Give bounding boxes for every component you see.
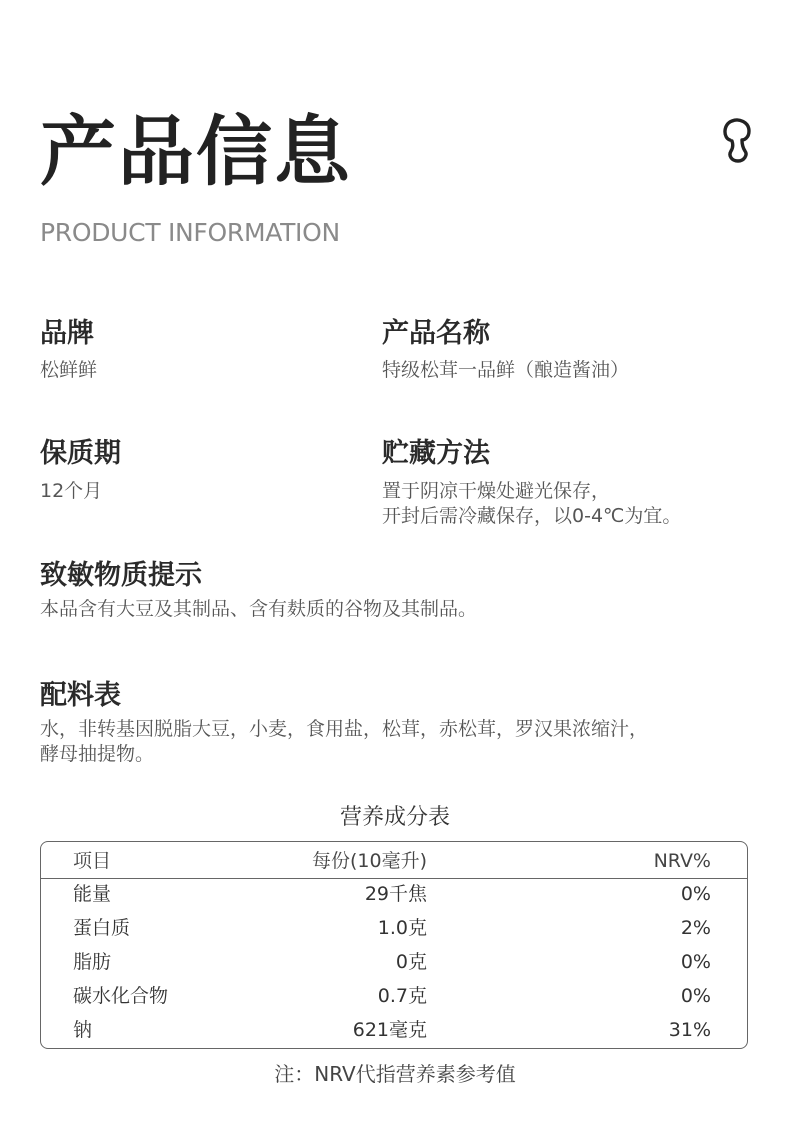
product-name-label: 产品名称	[382, 318, 490, 349]
shelf-life-value: 12个月	[40, 480, 103, 502]
nutrient-name: 能量	[73, 883, 112, 905]
ingredients-label: 配料表	[40, 680, 121, 711]
nutrient-nrv: 0%	[680, 985, 711, 1007]
nutrient-nrv: 0%	[680, 951, 711, 973]
shelf-life-label: 保质期	[40, 438, 121, 469]
nutrient-amount: 621毫克	[352, 1019, 427, 1041]
table-row	[41, 911, 747, 945]
table-row	[41, 1013, 747, 1047]
nutrition-table-header	[41, 844, 747, 879]
nutrient-amount: 0.7克	[377, 985, 427, 1007]
nutrient-name: 碳水化合物	[73, 985, 169, 1007]
page-subtitle: PRODUCT INFORMATION	[40, 218, 340, 247]
nutrient-name: 脂肪	[73, 951, 112, 973]
allergen-label: 致敏物质提示	[40, 560, 202, 591]
nutrition-table-title: 营养成分表	[339, 805, 450, 830]
table-row	[41, 945, 747, 979]
brand-value: 松鲜鲜	[40, 359, 98, 381]
product-name-value: 特级松茸一品鲜（酿造酱油）	[382, 359, 630, 381]
nutrient-name: 钠	[73, 1019, 93, 1041]
nutrition-table	[40, 841, 748, 1049]
storage-line-1: 置于阴凉干燥处避光保存，	[382, 480, 611, 502]
mushroom-outline-icon	[722, 118, 752, 164]
ingredients-line-2: 酵母抽提物。	[40, 743, 155, 765]
header-item: 项目	[73, 850, 112, 872]
nutrient-amount: 0克	[395, 951, 427, 973]
nutrient-amount: 29千焦	[364, 883, 427, 905]
ingredients-line-1: 水，非转基因脱脂大豆，小麦，食用盐，松茸，赤松茸，罗汉果浓缩汁，	[40, 718, 649, 740]
nutrient-amount: 1.0克	[377, 917, 427, 939]
header-nrv: NRV%	[653, 850, 711, 872]
storage-label: 贮藏方法	[382, 438, 490, 469]
brand-label: 品牌	[40, 318, 94, 349]
page-title: 产品信息	[40, 107, 352, 196]
table-row	[41, 979, 747, 1013]
header-per-serving: 每份(10毫升)	[311, 850, 427, 872]
nutrient-nrv: 2%	[680, 917, 711, 939]
nutrient-nrv: 0%	[680, 883, 711, 905]
nutrient-name: 蛋白质	[73, 917, 131, 939]
nutrient-nrv: 31%	[668, 1019, 711, 1041]
storage-line-2: 开封后需冷藏保存，以0-4℃为宜。	[382, 505, 682, 527]
table-row	[41, 877, 747, 911]
nrv-footnote: 注：NRV代指营养素参考值	[274, 1062, 516, 1086]
allergen-value: 本品含有大豆及其制品、含有麸质的谷物及其制品。	[40, 598, 478, 620]
